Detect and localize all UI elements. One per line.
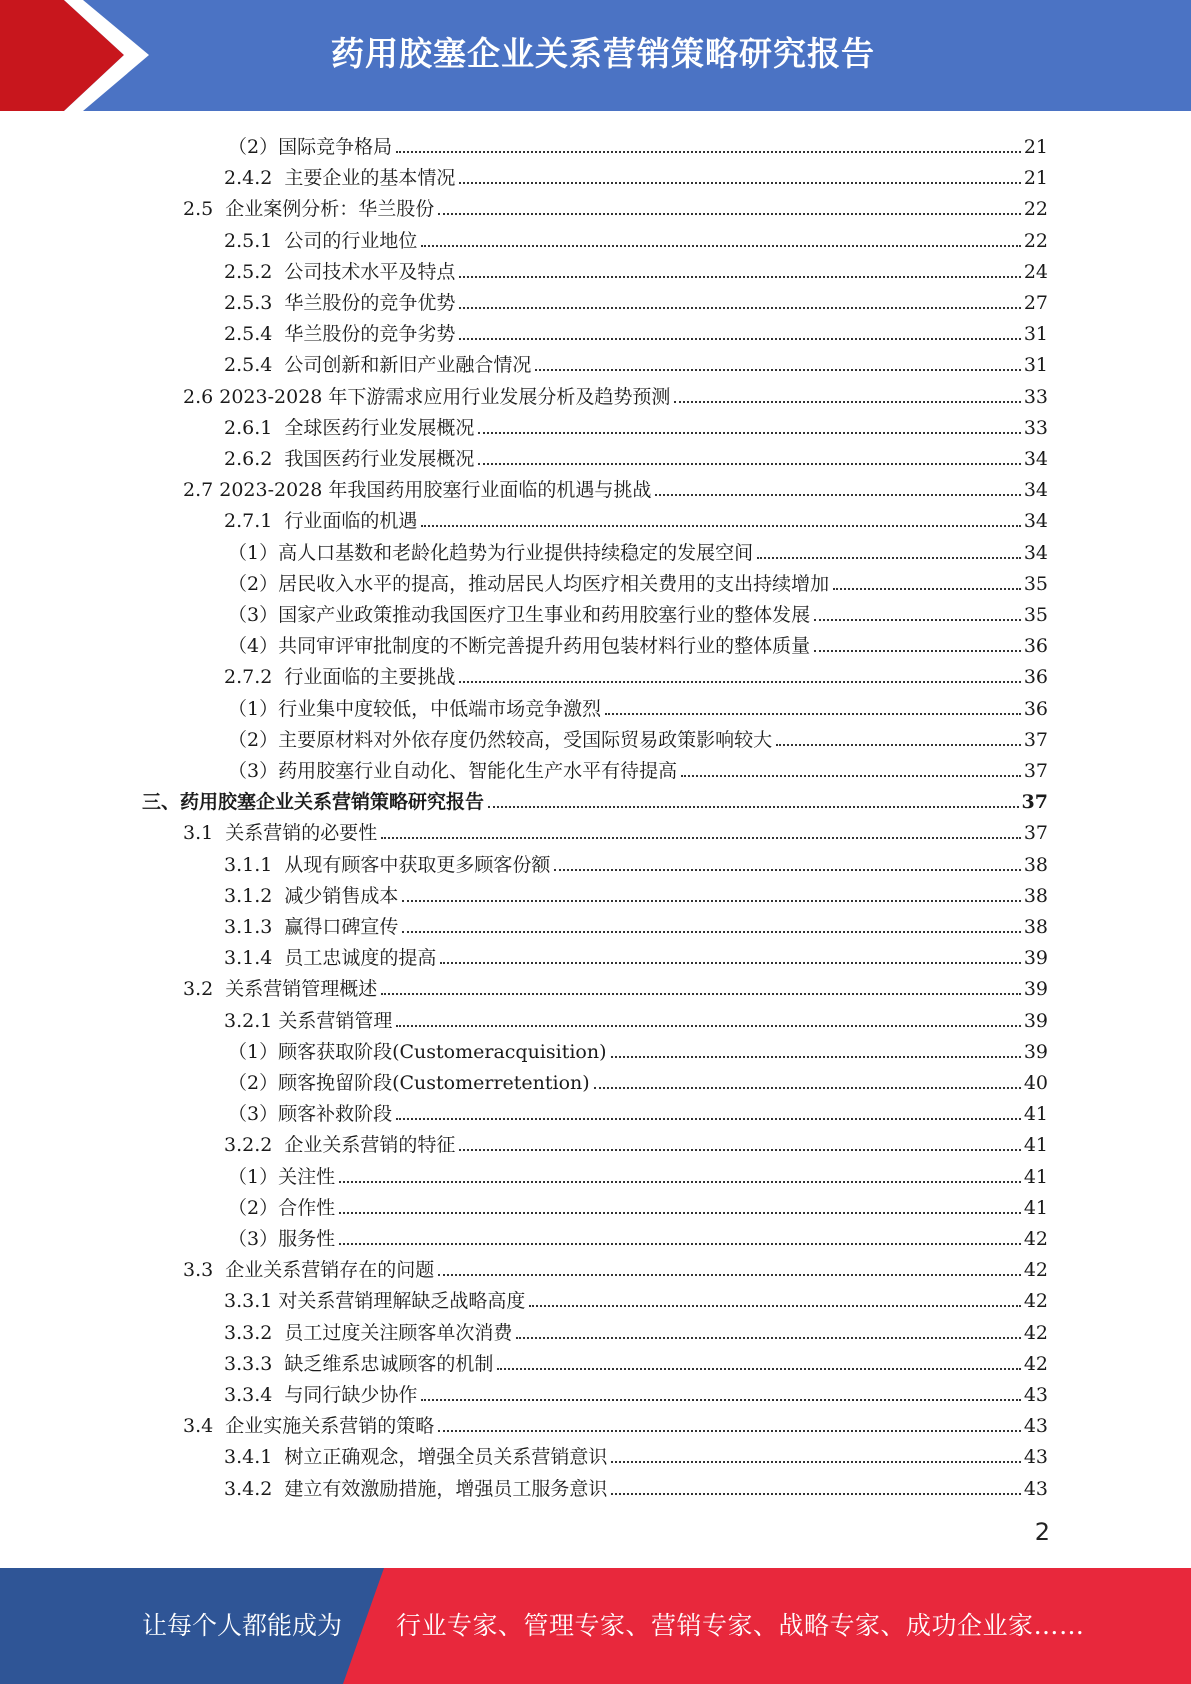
toc-entry-title: 2.7.1 行业面临的机遇: [224, 510, 418, 532]
toc-entry-title: 2.6.1 全球医药行业发展概况: [224, 417, 475, 439]
toc-leader-dots: [459, 276, 1020, 278]
toc-entry-title: 2.6.2 我国医药行业发展概况: [224, 448, 475, 470]
toc-leader-dots: [421, 525, 1020, 527]
toc-entry-page: 34: [1023, 479, 1048, 501]
toc-entry-title: 2.5.4 华兰股份的竞争劣势: [224, 323, 456, 345]
toc-leader-dots: [396, 151, 1021, 153]
toc-entry-title: 2.5.3 华兰股份的竞争优势: [224, 292, 456, 314]
toc-leader-dots: [339, 1212, 1021, 1214]
toc-entry-title: 3.1.1 从现有顾客中获取更多顾客份额: [224, 854, 551, 876]
toc-entry[interactable]: [228, 1218, 1048, 1249]
toc-entry[interactable]: [224, 220, 1048, 251]
toc-leader-dots: [535, 369, 1020, 371]
toc-leader-dots: [438, 1274, 1021, 1276]
toc-entry-page: 22: [1023, 230, 1048, 252]
toc-entry-title: （1）行业集中度较低，中低端市场竞争激烈: [228, 698, 602, 720]
toc-entry-page: 37: [1021, 791, 1048, 813]
toc-entry[interactable]: [228, 1031, 1048, 1062]
toc-leader-dots: [438, 1430, 1021, 1432]
toc-leader-dots: [478, 432, 1020, 434]
toc-entry[interactable]: [142, 781, 1048, 812]
toc-leader-dots: [438, 213, 1021, 215]
toc-leader-dots: [529, 1305, 1020, 1307]
toc-leader-dots: [478, 463, 1020, 465]
toc-entry[interactable]: [224, 313, 1048, 344]
toc-leader-dots: [440, 962, 1020, 964]
toc-entry-page: 31: [1023, 323, 1048, 345]
toc-entry[interactable]: [228, 719, 1048, 750]
toc-entry-title: 2.5.4 公司创新和新旧产业融合情况: [224, 354, 532, 376]
toc-entry-page: 21: [1023, 167, 1048, 189]
toc-entry-page: 34: [1023, 448, 1048, 470]
toc-entry[interactable]: [228, 1093, 1048, 1124]
toc-entry-page: 40: [1023, 1072, 1048, 1094]
toc-entry[interactable]: [228, 594, 1048, 625]
toc-entry[interactable]: [228, 625, 1048, 656]
toc-entry-page: 24: [1023, 261, 1048, 283]
toc-entry-page: 37: [1023, 729, 1048, 751]
toc-leader-dots: [459, 182, 1020, 184]
toc-entry[interactable]: [224, 251, 1048, 282]
toc-leader-dots: [459, 681, 1020, 683]
toc-leader-dots: [681, 775, 1021, 777]
toc-entry[interactable]: [224, 157, 1048, 188]
toc-entry-title: 2.4.2 主要企业的基本情况: [224, 167, 456, 189]
toc-entry[interactable]: [224, 344, 1048, 375]
toc-entry-page: 22: [1023, 198, 1048, 220]
toc-leader-dots: [554, 869, 1020, 871]
toc-entry-title: 3.1.4 员工忠诚度的提高: [224, 947, 437, 969]
toc-entry-title: （3）国家产业政策推动我国医疗卫生事业和药用胶塞行业的整体发展: [228, 604, 811, 626]
toc-leader-dots: [396, 1025, 1020, 1027]
toc-entry-page: 36: [1023, 666, 1048, 688]
toc-entry[interactable]: [228, 688, 1048, 719]
toc-leader-dots: [459, 338, 1020, 340]
toc-entry-page: 27: [1023, 292, 1048, 314]
toc-entry-page: 41: [1023, 1103, 1048, 1125]
toc-entry-title: 3.2.2 企业关系营销的特征: [224, 1134, 456, 1156]
toc-entry-title: （1）顾客获取阶段(Customeracquisition): [228, 1041, 607, 1063]
page-number: 2: [1034, 1518, 1050, 1546]
toc-entry-title: 3.1 关系营销的必要性: [183, 822, 378, 844]
toc-entry-title: 3.4.1 树立正确观念，增强全员关系营销意识: [224, 1446, 608, 1468]
toc-entry-page: 41: [1023, 1166, 1048, 1188]
toc-entry-page: 39: [1023, 1010, 1048, 1032]
toc-entry[interactable]: [228, 1187, 1048, 1218]
toc-entry-page: 31: [1023, 354, 1048, 376]
toc-leader-dots: [814, 619, 1021, 621]
toc-leader-dots: [497, 1368, 1020, 1370]
toc-leader-dots: [381, 837, 1021, 839]
toc-entry-title: （1）高人口基数和老龄化趋势为行业提供持续稳定的发展空间: [228, 542, 754, 564]
toc-entry-page: 33: [1023, 417, 1048, 439]
toc-leader-dots: [516, 1337, 1020, 1339]
toc-leader-dots: [776, 744, 1021, 746]
toc-entry-title: （2）居民收入水平的提高，推动居民人均医疗相关费用的支出持续增加: [228, 573, 830, 595]
toc-entry-title: （2）合作性: [228, 1197, 336, 1219]
toc-entry-page: 42: [1023, 1353, 1048, 1375]
toc-entry[interactable]: [183, 469, 1048, 500]
toc-entry[interactable]: [228, 532, 1048, 563]
toc-entry-title: 3.3.4 与同行缺少协作: [224, 1384, 418, 1406]
toc-entry-title: 2.7 2023-2028 年我国药用胶塞行业面临的机遇与挑战: [183, 479, 652, 501]
toc-entry-title: 3.1.2 减少销售成本: [224, 885, 399, 907]
toc-entry[interactable]: [228, 126, 1048, 157]
toc-entry-page: 39: [1023, 978, 1048, 1000]
toc-entry-title: 2.5.1 公司的行业地位: [224, 230, 418, 252]
toc-leader-dots: [421, 1399, 1020, 1401]
toc-entry-page: 42: [1023, 1259, 1048, 1281]
toc-leader-dots: [655, 494, 1020, 496]
toc-entry-page: 36: [1023, 635, 1048, 657]
toc-leader-dots: [381, 993, 1021, 995]
toc-entry[interactable]: [224, 1000, 1048, 1031]
toc-entry-page: 41: [1023, 1134, 1048, 1156]
toc-entry-page: 34: [1023, 510, 1048, 532]
toc-entry-title: 3.4 企业实施关系营销的策略: [183, 1415, 435, 1437]
toc-entry[interactable]: [228, 1156, 1048, 1187]
toc-entry-page: 38: [1023, 916, 1048, 938]
toc-entry-title: 3.2 关系营销管理概述: [183, 978, 378, 1000]
toc-entry-page: 43: [1023, 1384, 1048, 1406]
toc-entry[interactable]: [228, 563, 1048, 594]
toc-entry-title: （2）国际竞争格局: [228, 136, 393, 158]
toc-leader-dots: [339, 1243, 1021, 1245]
toc-entry[interactable]: [224, 1124, 1048, 1155]
toc-leader-dots: [757, 557, 1021, 559]
toc-leader-dots: [814, 650, 1021, 652]
toc-leader-dots: [396, 1118, 1021, 1120]
toc-entry-title: 3.4.2 建立有效激励措施，增强员工服务意识: [224, 1478, 608, 1500]
toc-entry-title: 2.5 企业案例分析：华兰股份: [183, 198, 435, 220]
toc-entry-page: 42: [1023, 1322, 1048, 1344]
toc-entry-title: 3.2.1 关系营销管理: [224, 1010, 393, 1032]
toc-entry-page: 39: [1023, 947, 1048, 969]
footer-slogan-right: 行业专家、管理专家、营销专家、战略专家、成功企业家……: [396, 1611, 1085, 1640]
toc-leader-dots: [488, 806, 1019, 808]
toc-entry-page: 43: [1023, 1415, 1048, 1437]
toc-entry[interactable]: [224, 1468, 1048, 1499]
toc-entry[interactable]: [224, 282, 1048, 313]
toc-leader-dots: [459, 307, 1020, 309]
toc-entry-title: 3.3.3 缺乏维系忠诚顾客的机制: [224, 1353, 494, 1375]
toc-entry[interactable]: [224, 438, 1048, 469]
toc-entry-title: 三、药用胶塞企业关系营销策略研究报告: [142, 791, 485, 813]
toc-entry[interactable]: [224, 906, 1048, 937]
toc-entry-title: （1）关注性: [228, 1166, 336, 1188]
toc-entry-title: 3.3.1 对关系营销理解缺乏战略高度: [224, 1290, 526, 1312]
toc-entry-title: 3.3.2 员工过度关注顾客单次消费: [224, 1322, 513, 1344]
toc-entry-title: （3）顾客补救阶段: [228, 1103, 393, 1125]
toc-entry-page: 36: [1023, 698, 1048, 720]
toc-entry[interactable]: [183, 1249, 1048, 1280]
toc-entry-title: 3.3 企业关系营销存在的问题: [183, 1259, 435, 1281]
toc-entry-page: 35: [1023, 604, 1048, 626]
toc-entry[interactable]: [183, 1405, 1048, 1436]
toc-entry[interactable]: [183, 968, 1048, 999]
toc-leader-dots: [402, 900, 1020, 902]
toc-entry-page: 42: [1023, 1290, 1048, 1312]
toc-entry-title: （4）共同审评审批制度的不断完善提升药用包装材料行业的整体质量: [228, 635, 811, 657]
toc-entry-page: 43: [1023, 1478, 1048, 1500]
toc-entry[interactable]: [228, 750, 1048, 781]
toc-entry[interactable]: [224, 1374, 1048, 1405]
toc-entry-page: 38: [1023, 885, 1048, 907]
toc-leader-dots: [421, 245, 1020, 247]
toc-entry-title: （2）顾客挽留阶段(Customerretention): [228, 1072, 590, 1094]
toc-leader-dots: [674, 401, 1020, 403]
toc-entry[interactable]: [224, 407, 1048, 438]
toc-leader-dots: [611, 1493, 1020, 1495]
toc-leader-dots: [833, 588, 1021, 590]
toc-entry[interactable]: [224, 1436, 1048, 1467]
footer-slogan-left: 让每个人都能成为: [142, 1611, 343, 1640]
toc-entry-page: 39: [1023, 1041, 1048, 1063]
toc-entry-title: （3）服务性: [228, 1228, 336, 1250]
toc-leader-dots: [402, 931, 1020, 933]
toc-entry-page: 34: [1023, 542, 1048, 564]
toc-entry-title: 2.7.2 行业面临的主要挑战: [224, 666, 456, 688]
toc-entry[interactable]: [183, 812, 1048, 843]
toc-entry-title: 2.6 2023-2028 年下游需求应用行业发展分析及趋势预测: [183, 386, 671, 408]
toc-entry[interactable]: [224, 937, 1048, 968]
toc-leader-dots: [459, 1149, 1020, 1151]
toc-entry-page: 42: [1023, 1228, 1048, 1250]
toc-entry-page: 37: [1023, 822, 1048, 844]
toc-entry[interactable]: [224, 656, 1048, 687]
toc-entry[interactable]: [183, 188, 1048, 219]
toc-entry-title: 3.1.3 赢得口碑宣传: [224, 916, 399, 938]
toc-entry-page: 43: [1023, 1446, 1048, 1468]
toc-entry-page: 35: [1023, 573, 1048, 595]
toc-leader-dots: [594, 1087, 1021, 1089]
toc-entry[interactable]: [224, 500, 1048, 531]
toc-entry[interactable]: [224, 1280, 1048, 1311]
page-header: [0, 0, 1191, 111]
toc-leader-dots: [611, 1461, 1020, 1463]
document-title: 药用胶塞企业关系营销策略研究报告: [331, 34, 875, 73]
toc-entry-title: （2）主要原材料对外依存度仍然较高，受国际贸易政策影响较大: [228, 729, 773, 751]
toc-entry[interactable]: [224, 1343, 1048, 1374]
toc-entry[interactable]: [228, 1062, 1048, 1093]
toc-entry-page: 33: [1023, 386, 1048, 408]
toc-entry-page: 21: [1023, 136, 1048, 158]
toc-entry-title: 2.5.2 公司技术水平及特点: [224, 261, 456, 283]
toc-leader-dots: [611, 1056, 1021, 1058]
page-footer: [0, 1568, 1191, 1684]
toc-entry[interactable]: [224, 1312, 1048, 1343]
toc-entry[interactable]: [224, 875, 1048, 906]
toc-entry[interactable]: [183, 376, 1048, 407]
toc-entry-page: 38: [1023, 854, 1048, 876]
toc-entry[interactable]: [224, 844, 1048, 875]
toc-entry-title: （3）药用胶塞行业自动化、智能化生产水平有待提高: [228, 760, 678, 782]
toc-leader-dots: [339, 1181, 1021, 1183]
toc-entry-page: 41: [1023, 1197, 1048, 1219]
toc-entry-page: 37: [1023, 760, 1048, 782]
toc-leader-dots: [605, 713, 1021, 715]
